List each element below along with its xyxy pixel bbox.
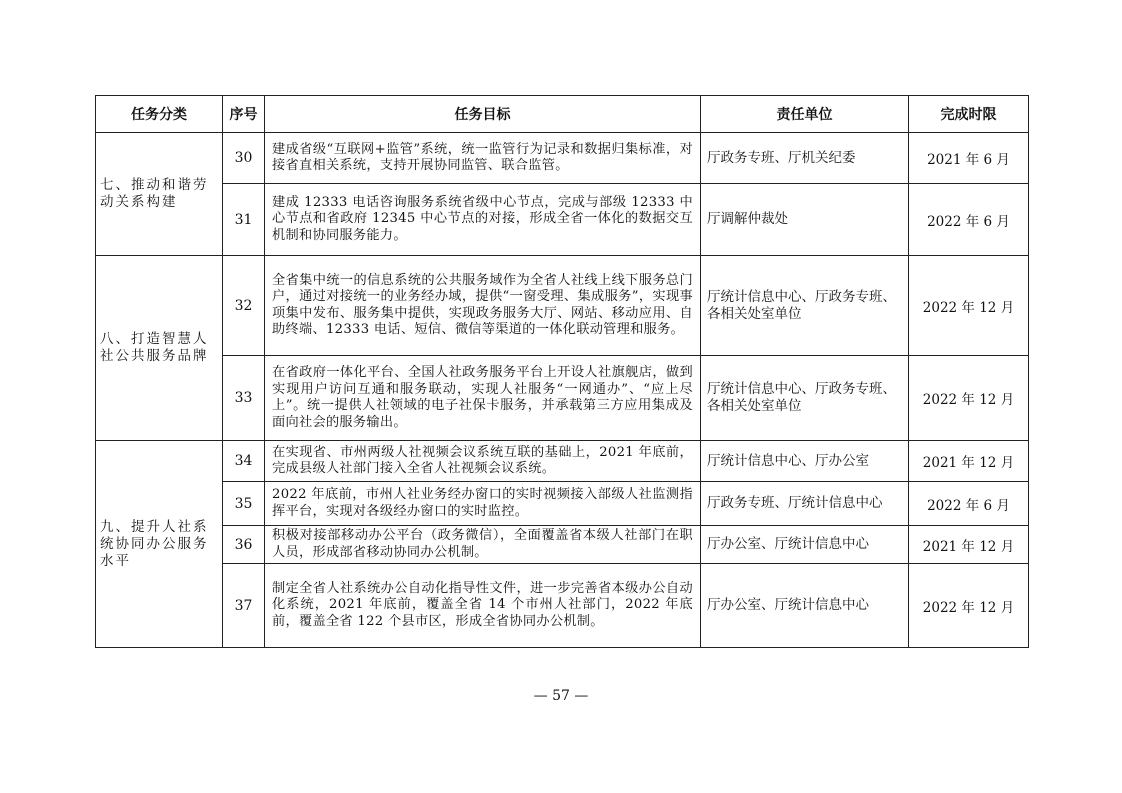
row-number: 32 xyxy=(223,256,265,356)
responsible-unit: 厅政务专班、厅统计信息中心 xyxy=(701,482,909,526)
deadline: 2021 年 12 月 xyxy=(909,441,1029,482)
header-deadline: 完成时限 xyxy=(909,96,1029,133)
row-number: 31 xyxy=(223,184,265,256)
deadline: 2022 年 6 月 xyxy=(909,482,1029,526)
task-goal: 制定全省人社系统办公自动化指导性文件，进一步完善省本级办公自动化系统，2021 年底前，覆盖全省 14 个市州人社部门，2022 年底前，覆盖全省 122 个县市区，形成全省协同办公机制。 xyxy=(265,564,701,648)
table-row xyxy=(96,256,1029,356)
deadline: 2022 年 12 月 xyxy=(909,256,1029,356)
table-row xyxy=(96,526,1029,564)
page-number: — 57 — xyxy=(533,688,589,704)
deadline: 2022 年 6 月 xyxy=(909,184,1029,256)
header-goal: 任务目标 xyxy=(265,96,701,133)
responsible-unit: 厅政务专班、厅机关纪委 xyxy=(701,133,909,184)
table-row xyxy=(96,564,1029,648)
category-cell: 八、打造智慧人社公共服务品牌 xyxy=(96,256,223,441)
row-number: 36 xyxy=(223,526,265,564)
table-row xyxy=(96,482,1029,526)
header-number: 序号 xyxy=(223,96,265,133)
task-goal: 全省集中统一的信息系统的公共服务域作为全省人社线上线下服务总门户，通过对接统一的业务经办域，提供“一窗受理、集成服务”，实现事项集中发布、服务集中提供，实现政务服务大厅、网站、移动应用、自助终端、12333 电话、短信、微信等渠道的一体化联动管理和服务。 xyxy=(265,256,701,356)
responsible-unit: 厅统计信息中心、厅政务专班、各相关处室单位 xyxy=(701,356,909,441)
row-number: 30 xyxy=(223,133,265,184)
category-cell: 七、推动和谐劳动关系构建 xyxy=(96,133,223,256)
responsible-unit: 厅调解仲裁处 xyxy=(701,184,909,256)
header-unit: 责任单位 xyxy=(701,96,909,133)
task-goal: 在省政府一体化平台、全国人社政务服务平台上开设人社旗舰店，做到实现用户访问互通和服务联动，实现人社服务“一网通办”、“应上尽上”。统一提供人社领域的电子社保卡服务，并承载第三方应用集成及面向社会的服务输出。 xyxy=(265,356,701,441)
table-header-row xyxy=(96,96,1029,133)
responsible-unit: 厅统计信息中心、厅办公室 xyxy=(701,441,909,482)
responsible-unit: 厅办公室、厅统计信息中心 xyxy=(701,564,909,648)
row-number: 35 xyxy=(223,482,265,526)
table-row xyxy=(96,133,1029,184)
row-number: 34 xyxy=(223,441,265,482)
responsible-unit: 厅统计信息中心、厅政务专班、各相关处室单位 xyxy=(701,256,909,356)
row-number: 37 xyxy=(223,564,265,648)
task-goal: 建成 12333 电话咨询服务系统省级中心节点，完成与部级 12333 中心节点和省政府 12345 中心节点的对接，形成全省一体化的数据交互机制和协同服务能力。 xyxy=(265,184,701,256)
task-goal: 在实现省、市州两级人社视频会议系统互联的基础上，2021 年底前，完成县级人社部门接入全省人社视频会议系统。 xyxy=(265,441,701,482)
task-goal: 建成省级“互联网+监管”系统，统一监管行为记录和数据归集标准，对接省直相关系统，支持开展协同监管、联合监管。 xyxy=(265,133,701,184)
table-row xyxy=(96,184,1029,256)
deadline: 2022 年 12 月 xyxy=(909,356,1029,441)
category-cell: 九、提升人社系统协同办公服务水平 xyxy=(96,441,223,648)
table-row xyxy=(96,441,1029,482)
deadline: 2022 年 12 月 xyxy=(909,564,1029,648)
task-goal: 积极对接部移动办公平台（政务微信），全面覆盖省本级人社部门在职人员，形成部省移动协同办公机制。 xyxy=(265,526,701,564)
table-row xyxy=(96,356,1029,441)
row-number: 33 xyxy=(223,356,265,441)
header-category: 任务分类 xyxy=(96,96,223,133)
task-table xyxy=(95,95,1029,648)
task-goal: 2022 年底前，市州人社业务经办窗口的实时视频接入部级人社监测指挥平台，实现对各级经办窗口的实时监控。 xyxy=(265,482,701,526)
responsible-unit: 厅办公室、厅统计信息中心 xyxy=(701,526,909,564)
deadline: 2021 年 6 月 xyxy=(909,133,1029,184)
deadline: 2021 年 12 月 xyxy=(909,526,1029,564)
